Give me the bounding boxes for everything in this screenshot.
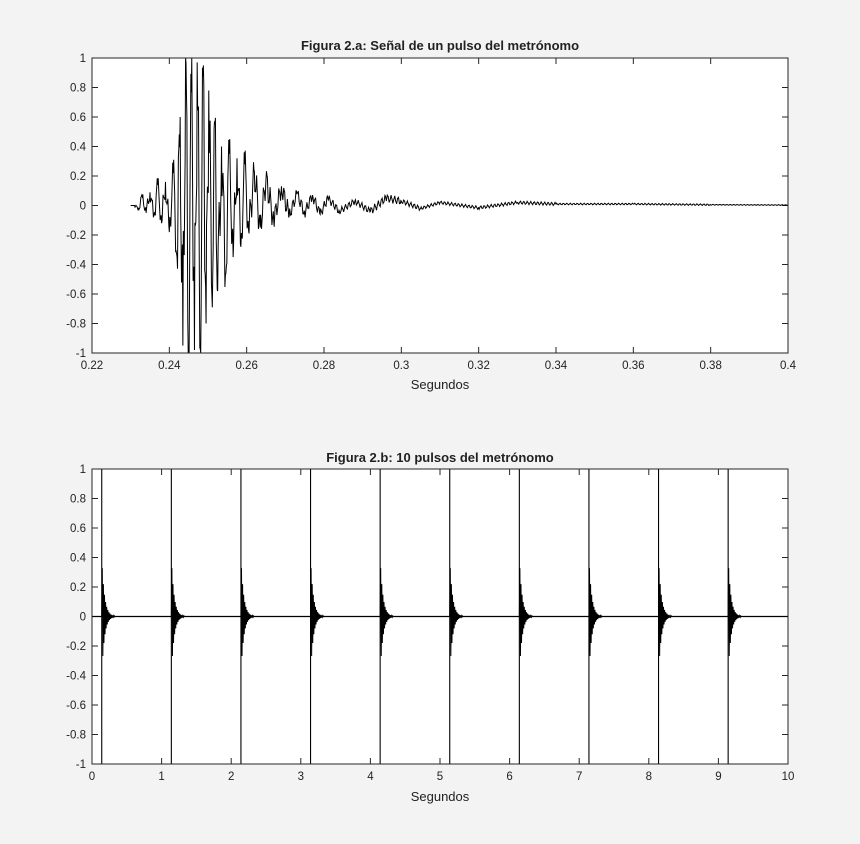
x-tick-label-b: 0 <box>88 771 96 783</box>
subplot-a <box>66 38 796 392</box>
x-axis-label-b: Segundos <box>410 789 470 804</box>
x-tick-label-a: 0.26 <box>235 360 258 372</box>
y-tick-label-b: -1 <box>75 759 86 771</box>
x-tick-label-b: 3 <box>297 771 305 783</box>
y-tick-label-b: 0.6 <box>70 523 86 535</box>
x-tick-label-a: 0.34 <box>544 360 568 372</box>
y-tick-label-a: -0.8 <box>66 318 86 331</box>
y-tick-label-a: -0.4 <box>66 259 86 272</box>
x-tick-label-b: 10 <box>781 771 795 783</box>
x-axis-label-a: Segundos <box>410 377 470 392</box>
x-tick-label-b: 1 <box>158 771 165 783</box>
y-tick-label-b: 1 <box>79 464 86 476</box>
x-tick-label-a: 0.22 <box>80 360 104 372</box>
y-tick-label-b: -0.4 <box>66 670 86 683</box>
x-tick-label-a: 0.38 <box>699 360 722 372</box>
y-tick-label-a: -0.2 <box>66 230 86 242</box>
x-tick-label-b: 6 <box>506 771 513 783</box>
x-tick-label-a: 0.36 <box>622 360 645 372</box>
x-tick-label-a: 0.4 <box>780 360 796 372</box>
x-tick-label-b: 7 <box>575 771 583 783</box>
y-tick-label-b: -0.6 <box>66 700 86 712</box>
y-tick-label-a: 0.6 <box>70 112 86 124</box>
y-tick-label-b: 0.4 <box>70 552 86 565</box>
x-tick-label-a: 0.28 <box>312 360 336 372</box>
y-tick-label-a: 0 <box>79 200 86 213</box>
x-tick-label-b: 4 <box>367 771 374 783</box>
y-tick-label-a: 1 <box>79 53 86 65</box>
y-tick-label-a: 0.8 <box>70 82 86 95</box>
y-tick-label-b: 0.2 <box>70 582 86 594</box>
y-tick-label-b: -0.2 <box>66 641 86 653</box>
x-tick-label-a: 0.24 <box>158 360 181 372</box>
x-tick-label-a: 0.32 <box>467 360 490 372</box>
chart-title-a: Figura 2.a: Señal de un pulso del metrónomo <box>300 38 580 53</box>
x-tick-label-b: 9 <box>715 771 722 783</box>
chart-title-b: Figura 2.b: 10 pulsos del metrónomo <box>326 450 554 465</box>
x-tick-label-b: 8 <box>645 771 653 783</box>
x-tick-label-a: 0.3 <box>393 360 410 372</box>
x-tick-label-b: 5 <box>436 771 444 783</box>
y-tick-label-a: -0.6 <box>66 289 86 301</box>
y-tick-label-b: 0 <box>79 611 86 624</box>
y-tick-label-a: 0.2 <box>70 171 86 183</box>
y-tick-label-b: 0.8 <box>70 493 86 506</box>
x-tick-label-b: 2 <box>227 771 235 783</box>
subplot-b <box>66 450 794 804</box>
y-tick-label-a: 0.4 <box>70 141 86 154</box>
y-tick-label-a: -1 <box>75 348 86 360</box>
y-tick-label-b: -0.8 <box>66 729 86 742</box>
